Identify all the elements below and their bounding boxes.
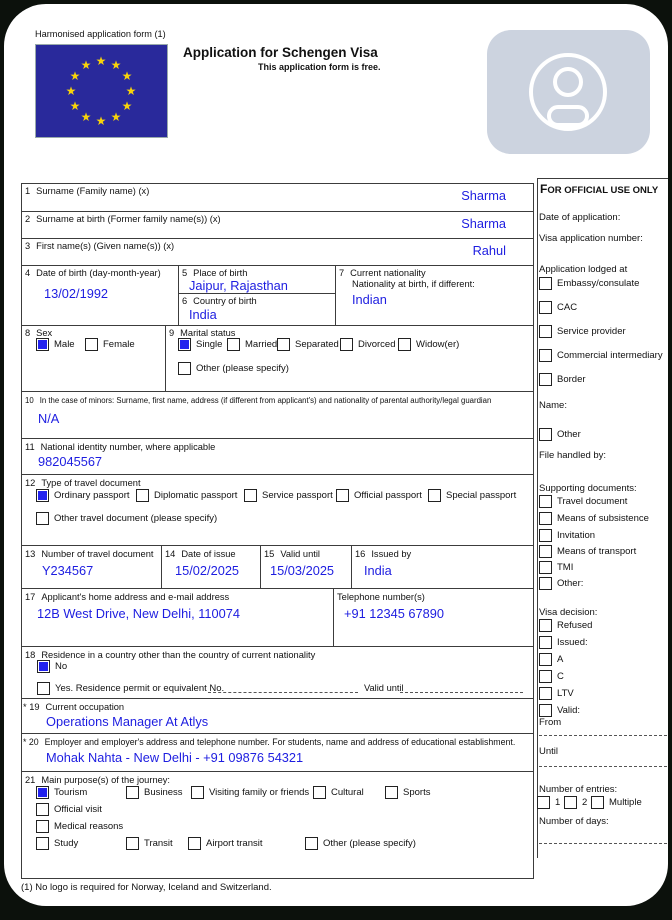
checkbox-married[interactable]: Married [227, 338, 277, 351]
lodged-other-checkbox-box[interactable] [539, 428, 552, 441]
cultural-checkbox-box[interactable] [313, 786, 326, 799]
checkbox-widower[interactable]: Widow(er) [398, 338, 459, 351]
field-19-value[interactable]: Operations Manager At Atlys [46, 714, 209, 729]
divider [165, 325, 166, 391]
field-7-label: 7 Current nationality [339, 268, 426, 278]
form-page [4, 4, 668, 906]
medical-reasons-checkbox-box[interactable] [36, 820, 49, 833]
field-17-label: 17 Applicant's home address and e-mail address [25, 592, 230, 602]
valid-until-blank[interactable] [539, 766, 667, 767]
checkbox-means-of-transport[interactable]: Means of transport [539, 545, 636, 558]
star-icon [70, 70, 81, 82]
checkbox-entries-1[interactable]: 1 [537, 796, 560, 809]
field-4-value[interactable]: 13/02/1992 [44, 286, 109, 301]
checkbox-study[interactable]: Study [36, 837, 78, 850]
field-9-label: 9 Marital status [169, 328, 236, 338]
checkbox-medical-reasons[interactable]: Medical reasons [36, 820, 123, 833]
divider [21, 733, 533, 734]
number-of-entries-label: Number of entries: [539, 784, 618, 795]
service-passport-checkbox-box[interactable] [244, 489, 257, 502]
tourism-checkbox-box[interactable] [36, 786, 49, 799]
divider [335, 265, 336, 325]
field-3-value[interactable]: Rahul [472, 243, 506, 258]
checkbox-visa-ltv[interactable]: LTV [539, 687, 574, 700]
divider [351, 545, 352, 588]
field-20-value[interactable]: Mohak Nahta - New Delhi - +91 09876 54321 [46, 750, 304, 765]
field-18-valid-until-label: Valid until [364, 683, 404, 693]
checkbox-transit[interactable]: Transit [126, 837, 173, 850]
field-17-phone-value[interactable]: +91 12345 67890 [344, 606, 444, 621]
divider [333, 588, 334, 646]
field-16-label: 16 Issued by [355, 549, 412, 559]
checkbox-valid[interactable]: Valid: [539, 704, 580, 717]
checkbox-travel-document[interactable]: Travel document [539, 495, 627, 508]
embassy-consulate-checkbox-box[interactable] [539, 277, 552, 290]
checkbox-lodged-other[interactable]: Other [539, 428, 581, 441]
divider [260, 545, 261, 588]
field-12-label: 12 Type of travel document [25, 478, 141, 488]
footnote: (1) No logo is required for Norway, Iceland and Switzerland. [21, 882, 272, 893]
entries-2-checkbox-box[interactable] [564, 796, 577, 809]
field-11-label: 11 National identity number, where applicable [25, 442, 216, 452]
star-icon [96, 115, 107, 127]
checkbox-entries-2[interactable]: 2 [564, 796, 587, 809]
visa-a-checkbox-box[interactable] [539, 653, 552, 666]
checkbox-cac[interactable]: CAC [539, 301, 577, 314]
field-17-phone-label: Telephone number(s) [337, 592, 425, 602]
photo-placeholder[interactable] [487, 30, 650, 154]
field-2-label: 2 Surname at birth (Former family name(s)) (x) [25, 214, 221, 224]
checkbox-embassy-consulate[interactable]: Embassy/consulate [539, 277, 639, 290]
field-10-value[interactable]: N/A [38, 411, 60, 426]
eu-flag [35, 44, 168, 138]
residence-yes-checkbox-box[interactable] [37, 682, 50, 695]
visa-c-checkbox-box[interactable] [539, 670, 552, 683]
page-subtitle: This application form is free. [258, 62, 381, 72]
visa-application-number-label: Visa application number: [539, 233, 643, 244]
means-of-transport-checkbox-box[interactable] [539, 545, 552, 558]
checkbox-residence-no[interactable]: No [37, 660, 67, 673]
checkbox-service-passport[interactable]: Service passport [244, 489, 333, 502]
residence-permit-number-blank[interactable] [208, 692, 358, 693]
divider [21, 474, 533, 475]
checkbox-cultural[interactable]: Cultural [313, 786, 364, 799]
checkbox-female[interactable] [85, 338, 135, 351]
entries-1-checkbox-box[interactable] [537, 796, 550, 809]
business-checkbox-box[interactable] [126, 786, 139, 799]
divider [21, 771, 533, 772]
checkbox-service-provider[interactable]: Service provider [539, 325, 626, 338]
star-icon [122, 100, 133, 112]
field-15-label: 15 Valid until [264, 549, 320, 559]
checkbox-tmi[interactable]: TMI [539, 561, 573, 574]
checkbox-marital-other[interactable]: Other (please specify) [178, 362, 289, 375]
divider [21, 646, 533, 647]
checkbox-visiting-family[interactable]: Visiting family or friends [191, 786, 309, 799]
field-5-label: 5 Place of birth [182, 268, 248, 278]
field-1-value[interactable]: Sharma [461, 188, 506, 203]
supporting-documents-label: Supporting documents: [539, 483, 637, 494]
purpose-other-checkbox-box[interactable] [305, 837, 318, 850]
checkbox-ordinary-passport[interactable]: Ordinary passport [36, 489, 130, 502]
checkbox-official-passport[interactable]: Official passport [336, 489, 422, 502]
field-4-label: 4 Date of birth (day-month-year) [25, 268, 161, 278]
female-label: Female [103, 339, 135, 350]
cac-checkbox-box[interactable] [539, 301, 552, 314]
checkbox-special-passport[interactable]: Special passport [428, 489, 516, 502]
divider [21, 588, 533, 589]
checkbox-commercial-intermediary[interactable]: Commercial intermediary [539, 349, 663, 362]
star-icon [111, 111, 122, 123]
application-lodged-label: Application lodged at [539, 264, 628, 275]
field-6-label: 6 Country of birth [182, 296, 257, 306]
means-of-subsistence-checkbox-box[interactable] [539, 512, 552, 525]
residence-no-checkbox-box[interactable] [37, 660, 50, 673]
checkbox-sports[interactable]: Sports [385, 786, 430, 799]
field-1-label: 1 Surname (Family name) (x) [25, 186, 150, 196]
star-icon [81, 111, 92, 123]
other-travel-document-checkbox-box[interactable] [36, 512, 49, 525]
marital-other-checkbox-box[interactable] [178, 362, 191, 375]
person-icon [523, 47, 613, 137]
checkbox-male[interactable] [36, 338, 75, 351]
checkbox-means-of-subsistence[interactable]: Means of subsistence [539, 512, 649, 525]
checkbox-issued[interactable]: Issued: [539, 636, 588, 649]
star-icon [81, 59, 92, 71]
visiting-family-checkbox-box[interactable] [191, 786, 204, 799]
issued-checkbox-box[interactable] [539, 636, 552, 649]
field-19-label: * 19 Current occupation [23, 702, 125, 712]
field-20-label: * 20 Employer and employer's address and telephone number. For students, name and address of educational establishment. [23, 737, 516, 747]
invitation-checkbox-box[interactable] [539, 529, 552, 542]
number-of-days-label: Number of days: [539, 816, 609, 827]
field-16-value[interactable]: India [364, 563, 392, 578]
file-handled-by-label: File handled by: [539, 450, 607, 461]
checkbox-separated[interactable]: Separated [277, 338, 339, 351]
residence-valid-until-blank[interactable] [400, 692, 523, 693]
male-label: Male [54, 339, 75, 350]
star-icon [126, 85, 137, 97]
married-checkbox-box[interactable] [227, 338, 240, 351]
number-of-days-blank[interactable] [539, 843, 667, 844]
checkbox-visa-c[interactable]: C [539, 670, 564, 683]
checkbox-residence-yes[interactable]: Yes. Residence permit or equivalent No. [37, 682, 224, 695]
valid-until-label: Until [539, 746, 559, 757]
checkbox-divorced[interactable]: Divorced [340, 338, 396, 351]
checkbox-purpose-other[interactable]: Other (please specify) [305, 837, 416, 850]
tmi-checkbox-box[interactable] [539, 561, 552, 574]
valid-from-blank[interactable] [539, 735, 667, 736]
single-checkbox-box[interactable] [178, 338, 191, 351]
date-of-application-label: Date of application: [539, 212, 621, 223]
study-checkbox-box[interactable] [36, 837, 49, 850]
field-13-value[interactable]: Y234567 [42, 563, 94, 578]
star-icon [111, 59, 122, 71]
field-18-label: 18 Residence in a country other than the country of current nationality [25, 650, 316, 660]
divider [21, 265, 533, 266]
separated-checkbox-box[interactable] [277, 338, 290, 351]
divider [21, 211, 533, 212]
divider [21, 325, 533, 326]
border-checkbox-box[interactable] [539, 373, 552, 386]
checkbox-airport-transit[interactable]: Airport transit [188, 837, 263, 850]
checkbox-entries-multiple[interactable]: Multiple [591, 796, 642, 809]
official-column-border-top [537, 178, 668, 179]
checkbox-border[interactable]: Border [539, 373, 586, 386]
checkbox-diplomatic-passport[interactable]: Diplomatic passport [136, 489, 237, 502]
field-17-value[interactable]: 12B West Drive, New Delhi, 110074 [37, 606, 240, 621]
star-icon [122, 70, 133, 82]
visa-decision-label: Visa decision: [539, 607, 598, 618]
field-14-label: 14 Date of issue [165, 549, 236, 559]
checkbox-single[interactable]: Single [178, 338, 222, 351]
sports-checkbox-box[interactable] [385, 786, 398, 799]
checkbox-business[interactable]: Business [126, 786, 183, 799]
checkbox-invitation[interactable]: Invitation [539, 529, 595, 542]
female-checkbox-box[interactable] [85, 338, 98, 351]
field-6-value[interactable]: India [189, 307, 217, 322]
divorced-checkbox-box[interactable] [340, 338, 353, 351]
field-15-value[interactable]: 15/03/2025 [270, 563, 335, 578]
entries-multiple-checkbox-box[interactable] [591, 796, 604, 809]
official-visit-checkbox-box[interactable] [36, 803, 49, 816]
star-icon [66, 85, 77, 97]
field-11-value[interactable]: 982045567 [38, 454, 103, 469]
star-icon [70, 100, 81, 112]
divider [21, 238, 533, 239]
page-title: Application for Schengen Visa [183, 45, 378, 60]
official-name-label: Name: [539, 400, 567, 411]
divider [21, 438, 533, 439]
checkbox-tourism[interactable]: Tourism [36, 786, 87, 799]
divider [178, 265, 179, 325]
field-3-label: 3 First name(s) (Given name(s)) (x) [25, 241, 175, 251]
field-7-sublabel: Nationality at birth, if different: [352, 279, 475, 289]
service-provider-checkbox-box[interactable] [539, 325, 552, 338]
valid-from-label: From [539, 717, 562, 728]
field-7-value[interactable]: Indian [352, 292, 387, 307]
valid-checkbox-box[interactable] [539, 704, 552, 717]
field-10-label: 10 In the case of minors: Surname, first name, address (if different from applicant's) and nationality of parental authority/legal guardian [25, 396, 492, 405]
supporting-other-checkbox-box[interactable] [539, 577, 552, 590]
checkbox-official-visit[interactable]: Official visit [36, 803, 102, 816]
ordinary-passport-checkbox-box[interactable] [36, 489, 49, 502]
star-icon [96, 55, 107, 67]
checkbox-other-travel-document[interactable]: Other travel document (please specify) [36, 512, 217, 525]
male-checkbox-box[interactable] [36, 338, 49, 351]
harmonised-note: Harmonised application form (1) [35, 29, 166, 39]
field-5-value[interactable]: Jaipur, Rajasthan [189, 278, 288, 293]
field-13-label: 13 Number of travel document [25, 549, 154, 559]
field-21-label: 21 Main purpose(s) of the journey: [25, 775, 171, 785]
transit-checkbox-box[interactable] [126, 837, 139, 850]
diplomatic-passport-checkbox-box[interactable] [136, 489, 149, 502]
official-use-title: FOR OFFICIAL USE ONLY [540, 182, 659, 196]
divider [21, 545, 533, 546]
divider [21, 698, 533, 699]
checkbox-refused[interactable]: Refused [539, 619, 592, 632]
field-2-value[interactable]: Sharma [461, 216, 506, 231]
divider [178, 293, 335, 294]
divider [161, 545, 162, 588]
field-14-value[interactable]: 15/02/2025 [175, 563, 240, 578]
special-passport-checkbox-box[interactable] [428, 489, 441, 502]
checkbox-supporting-other[interactable]: Other: [539, 577, 583, 590]
refused-checkbox-box[interactable] [539, 619, 552, 632]
commercial-intermediary-checkbox-box[interactable] [539, 349, 552, 362]
official-passport-checkbox-box[interactable] [336, 489, 349, 502]
travel-document-checkbox-box[interactable] [539, 495, 552, 508]
divider [21, 391, 533, 392]
field-8-label: 8 Sex [25, 328, 53, 338]
checkbox-visa-a[interactable]: A [539, 653, 563, 666]
official-column-border [537, 178, 538, 858]
airport-transit-checkbox-box[interactable] [188, 837, 201, 850]
widower-checkbox-box[interactable] [398, 338, 411, 351]
visa-ltv-checkbox-box[interactable] [539, 687, 552, 700]
